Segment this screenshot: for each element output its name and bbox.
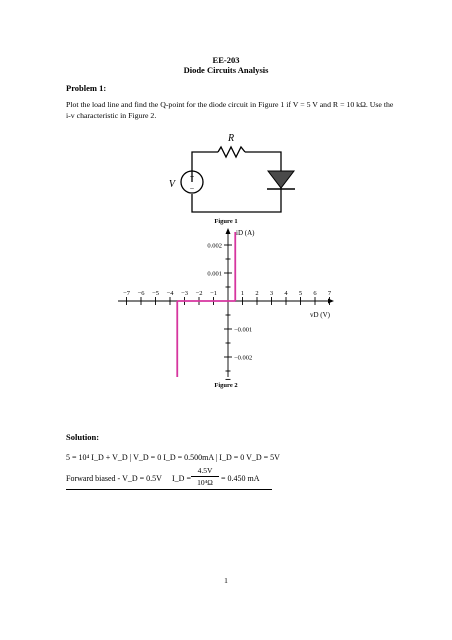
equation-loadline: 5 = 10⁴ I_D + V_D | V_D = 0 I_D = 0.500mA | I_D = 0 V_D = 5V: [66, 453, 280, 462]
x-tick-label: −7: [123, 290, 130, 297]
circuit-diagram: [168, 132, 308, 218]
figure1-caption: Figure 1: [214, 218, 238, 225]
document-title: Diode Circuits Analysis: [183, 65, 269, 75]
equation-forward-bias: Forward biased - V_D = 0.5V: [66, 474, 162, 483]
fraction-denominator: 10⁴Ω: [197, 478, 213, 487]
course-code: EE-203: [212, 55, 240, 65]
x-tick-label: 4: [284, 290, 288, 297]
x-tick-label: −3: [181, 290, 188, 297]
equation-current-result: = 0.450 mA: [221, 474, 260, 483]
iv-characteristic-graph: [110, 222, 335, 382]
figure2-caption: Figure 2: [214, 382, 238, 389]
source-minus: −: [189, 184, 195, 193]
wire-bottom: [192, 188, 281, 212]
problem-statement: Plot the load line and find the Q-point for the diode circuit in Figure 1 if V = 5 V and R = 10 kΩ. Use the i-v characteristic in Figure 2.: [66, 100, 394, 120]
y-axis-label: iD (A): [236, 229, 255, 237]
y-tick-label: 0.001: [207, 270, 222, 278]
fraction-bar: [191, 476, 219, 477]
solution-heading: Solution:: [66, 432, 100, 442]
x-tick-label: −6: [137, 290, 145, 297]
x-tick-label: −1: [210, 290, 217, 297]
page-number: 1: [224, 576, 228, 585]
problem-heading: Problem 1:: [66, 83, 107, 93]
x-tick-label: 3: [269, 290, 274, 297]
wire-right-top: [245, 152, 281, 171]
y-tick-label: −0.001: [234, 326, 253, 334]
axis-ticks: [123, 243, 332, 380]
x-tick-label: 5: [298, 290, 303, 297]
source-plus: +: [189, 172, 195, 181]
solution-underline: [66, 489, 272, 490]
x-axis-label: vD (V): [309, 311, 330, 319]
iv-curve: [177, 232, 235, 377]
resistor-label: R: [227, 133, 235, 144]
equation-current-label: I_D =: [172, 474, 191, 483]
x-tick-label: −2: [195, 290, 203, 297]
x-tick-label: 7: [327, 290, 332, 297]
x-tick-label: 6: [313, 290, 317, 297]
y-tick-label: 0.002: [207, 242, 222, 250]
y-tick-label: −0.002: [234, 354, 253, 362]
x-tick-label: 1: [240, 290, 245, 297]
x-axis-arrow: [328, 299, 334, 304]
x-tick-label: −5: [152, 290, 159, 297]
y-axis-arrow: [226, 228, 231, 234]
diode-triangle: [268, 171, 294, 188]
x-tick-label: 2: [255, 290, 259, 297]
fraction-numerator: 4.5V: [197, 466, 213, 475]
source-label: V: [168, 179, 175, 190]
wire-left-top: [189, 152, 218, 182]
resistor: [218, 147, 245, 157]
x-tick-label: −4: [166, 290, 174, 297]
